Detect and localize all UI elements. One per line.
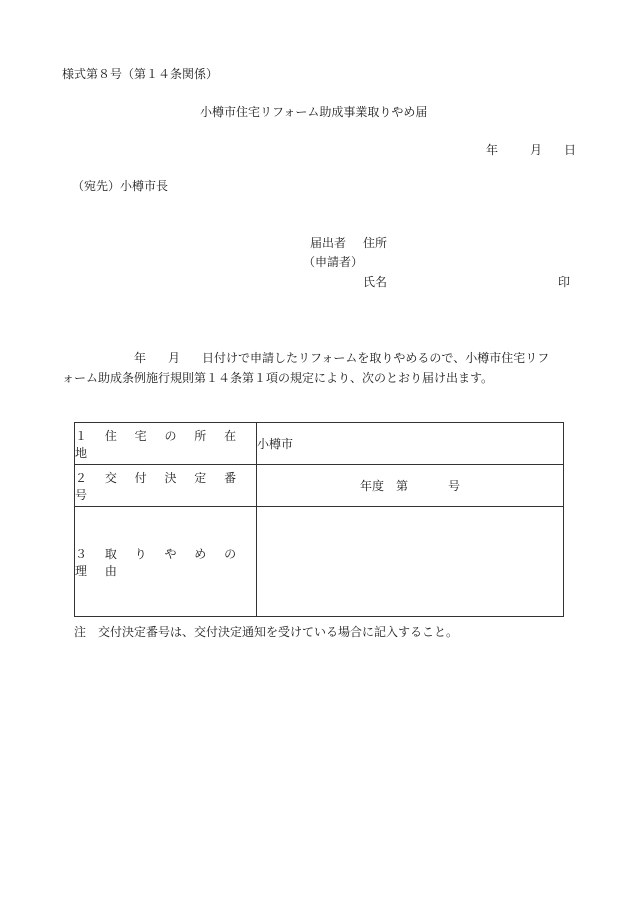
- applicant-address-label: 住所: [363, 236, 388, 250]
- form-table: [74, 422, 564, 617]
- date-line: [486, 144, 576, 156]
- footnote: 注 交付決定番号は、交付決定通知を受けている場合に記入すること。: [74, 625, 459, 639]
- row-label-decision-number: ２ 交 付 決 定 番 号: [75, 465, 257, 507]
- row-value-reason[interactable]: [257, 507, 564, 617]
- document-title: 小樽市住宅リフォーム助成事業取りやめ届: [200, 105, 428, 119]
- applicant-role: （申請者）: [303, 255, 364, 269]
- row-value-decision-number[interactable]: [257, 465, 564, 507]
- row-value-address[interactable]: 小樽市: [257, 423, 564, 465]
- applicant-name-label: 氏名: [363, 275, 388, 289]
- decision-go-label: 号: [448, 479, 461, 493]
- table-row-address: [75, 423, 564, 465]
- form-number: 様式第８号（第１４条関係）: [62, 67, 219, 81]
- addressee: （宛先）小樽市長: [72, 179, 169, 193]
- table-row-decision-number: [75, 465, 564, 507]
- decision-year-label: 年度: [359, 479, 384, 493]
- body-paragraph: [62, 348, 582, 388]
- table-row-reason: [75, 507, 564, 617]
- body-line-1: [62, 348, 582, 368]
- date-month-label: 月: [530, 143, 543, 157]
- applicant-label: 届出者: [310, 236, 347, 250]
- body-month-label: 月: [168, 351, 181, 365]
- decision-no-label: 第: [395, 479, 408, 493]
- body-year-label: 年: [134, 351, 147, 365]
- seal-mark: 印: [558, 275, 571, 289]
- body-line-2: ォーム助成条例施行規則第１４条第１項の規定により、次のとおり届け出ます。: [62, 371, 494, 385]
- date-year-label: 年: [486, 143, 499, 157]
- date-day-label: 日: [564, 143, 577, 157]
- body-line-1-text: 日付けで申請したリフォームを取りやめるので、小樽市住宅リフ: [202, 351, 550, 365]
- row-label-address: １ 住 宅 の 所 在 地: [75, 423, 257, 465]
- row-label-reason: ３ 取 り や め の 理 由: [75, 507, 257, 617]
